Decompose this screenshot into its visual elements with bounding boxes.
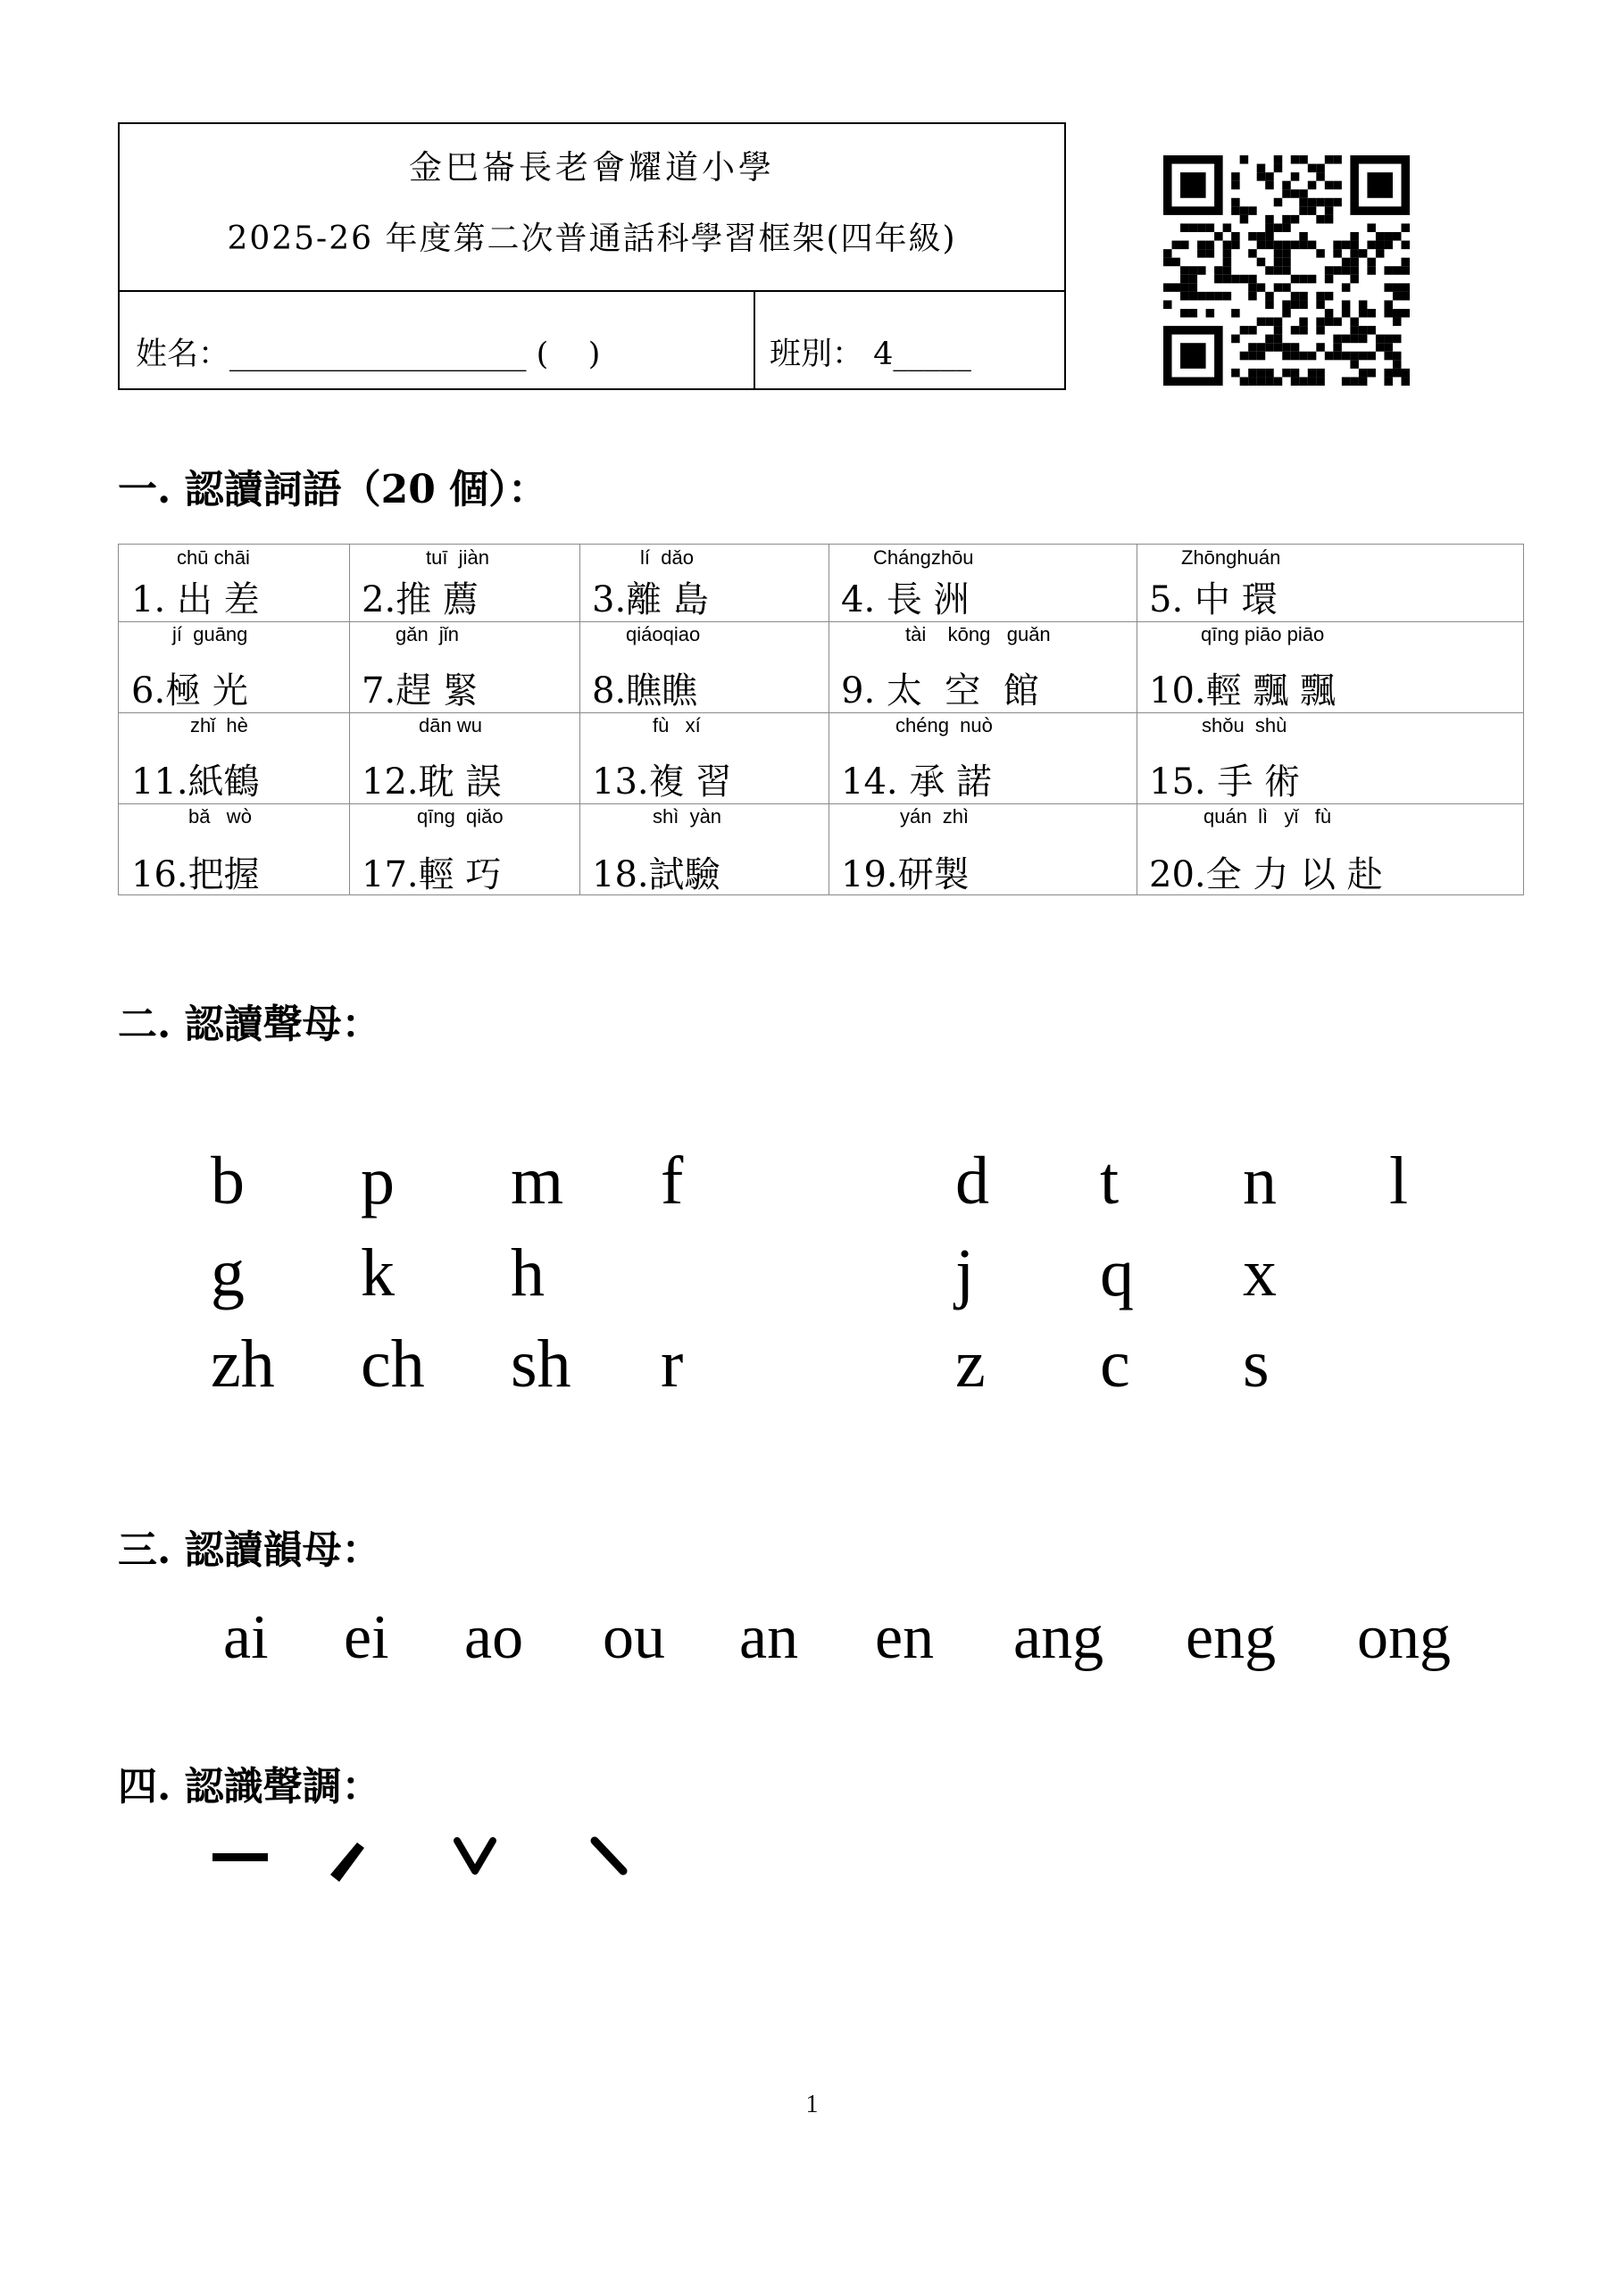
- word-pinyin: bǎ wò: [188, 805, 252, 828]
- word-cell: [349, 621, 579, 712]
- word-text: 12.耽 誤: [362, 761, 502, 803]
- word-pinyin: yán zhì: [900, 805, 970, 828]
- word-pinyin: shì yàn: [653, 805, 722, 828]
- class-field: 班別： 4_____: [770, 337, 971, 372]
- word-pinyin: Chángzhōu: [873, 546, 974, 569]
- word-text: 14. 承 諾: [841, 761, 993, 803]
- word-cell: [829, 621, 1137, 712]
- word-text: 7.趕 緊: [362, 670, 479, 711]
- initial-t: t: [1100, 1144, 1120, 1219]
- word-cell: [119, 545, 349, 621]
- word-cell: [349, 545, 579, 621]
- header-divider: [120, 290, 1064, 292]
- word-cell: [579, 545, 829, 621]
- tone-marks: [207, 1821, 636, 1919]
- section-heading-finals: 三. 認讀韻母：: [118, 1527, 381, 1573]
- qr-code-icon: [1163, 155, 1410, 386]
- word-text: 6.極 光: [131, 670, 248, 711]
- word-cell: [579, 712, 829, 803]
- initial-x: x: [1243, 1235, 1277, 1310]
- word-text: 16.把握: [131, 854, 260, 895]
- section-heading-tones: 四. 認識聲調：: [118, 1764, 381, 1809]
- word-cell: [349, 712, 579, 803]
- word-cell: [119, 803, 349, 896]
- word-pinyin: Zhōnghuán: [1181, 546, 1281, 569]
- word-text: 17.輕 巧: [362, 854, 502, 895]
- word-pinyin: zhǐ hè: [190, 714, 248, 736]
- word-text: 19.研製: [841, 854, 970, 895]
- word-cell: [579, 621, 829, 712]
- tone-1-flat-icon: [212, 1853, 268, 1861]
- initial-q: q: [1100, 1235, 1134, 1310]
- word-cell: [119, 621, 349, 712]
- word-cell: [1137, 621, 1525, 712]
- word-table: [118, 544, 1524, 895]
- initial-f: f: [661, 1144, 684, 1219]
- final-en: en: [875, 1603, 935, 1672]
- document-title: 2025-26 年度第二次普通話科學習框架(四年級): [227, 220, 957, 257]
- word-cell: [349, 803, 579, 896]
- initial-z: z: [955, 1327, 986, 1402]
- word-pinyin: chū chāi: [177, 546, 250, 569]
- page-number: 1: [805, 2091, 819, 2118]
- initial-k: k: [361, 1235, 395, 1310]
- header-box: [118, 122, 1066, 390]
- word-pinyin: tuī jiàn: [426, 546, 489, 569]
- initial-ch: ch: [361, 1327, 425, 1402]
- initial-c: c: [1100, 1327, 1130, 1402]
- final-an: an: [739, 1603, 799, 1672]
- tone-3-dipping-icon: [457, 1841, 493, 1871]
- word-pinyin: qīng qiǎo: [417, 805, 504, 828]
- initial-zh: zh: [211, 1327, 275, 1402]
- word-pinyin: qiáoqiao: [626, 623, 701, 645]
- word-cell: [829, 803, 1137, 896]
- initial-l: l: [1389, 1144, 1409, 1219]
- word-pinyin: gǎn jǐn: [396, 623, 459, 645]
- initial-s: s: [1243, 1327, 1270, 1402]
- word-cell: [1137, 803, 1525, 896]
- word-pinyin: chéng nuò: [895, 714, 993, 736]
- tone-4-falling-icon: [595, 1841, 623, 1871]
- section-heading-words: 一. 認讀詞語（20 個）：: [118, 467, 548, 512]
- initial-r: r: [661, 1327, 684, 1402]
- word-pinyin: shǒu shù: [1202, 714, 1287, 736]
- word-text: 11.紙鶴: [131, 761, 260, 803]
- initial-g: g: [211, 1235, 245, 1310]
- initial-h: h: [511, 1235, 545, 1310]
- word-text: 18.試驗: [592, 854, 720, 895]
- word-pinyin: dān wu: [419, 714, 482, 736]
- word-text: 8.瞧瞧: [592, 670, 698, 711]
- final-ao: ao: [464, 1603, 524, 1672]
- final-ang: ang: [1013, 1603, 1104, 1672]
- student-name-field: 姓名：___________________ ( ): [136, 337, 601, 372]
- final-ei: ei: [344, 1603, 389, 1672]
- initial-sh: sh: [511, 1327, 571, 1402]
- final-ai: ai: [223, 1603, 269, 1672]
- final-eng: eng: [1186, 1603, 1277, 1672]
- initial-p: p: [361, 1144, 395, 1219]
- word-text: 20.全 力 以 赴: [1149, 854, 1383, 895]
- word-text: 9. 太 空 館: [841, 670, 1039, 711]
- word-text: 1. 出 差: [131, 579, 260, 620]
- word-text: 2.推 薦: [362, 579, 479, 620]
- initial-d: d: [955, 1144, 989, 1219]
- final-ou: ou: [603, 1603, 665, 1672]
- word-cell: [1137, 712, 1525, 803]
- word-pinyin: quán lì yǐ fù: [1203, 805, 1332, 828]
- initial-m: m: [511, 1144, 564, 1219]
- initial-j: j: [955, 1235, 975, 1310]
- word-pinyin: fù xí: [653, 714, 701, 736]
- initial-b: b: [211, 1144, 245, 1219]
- word-text: 5. 中 環: [1149, 579, 1278, 620]
- word-pinyin: lí dǎo: [640, 546, 694, 569]
- final-ong: ong: [1357, 1603, 1451, 1672]
- word-text: 4. 長 洲: [841, 579, 970, 620]
- word-text: 10.輕 飄 飄: [1149, 670, 1337, 711]
- word-cell: [829, 712, 1137, 803]
- word-pinyin: qīng piāo piāo: [1201, 623, 1325, 645]
- tone-2-rising-icon: [330, 1843, 364, 1882]
- word-cell: [829, 545, 1137, 621]
- header-vertical-divider: [754, 290, 755, 390]
- word-pinyin: tài kōng guǎn: [905, 623, 1051, 645]
- school-name: 金巴崙長老會耀道小學: [409, 148, 775, 187]
- word-cell: [579, 803, 829, 896]
- word-cell: [1137, 545, 1525, 621]
- word-text: 15. 手 術: [1149, 761, 1301, 803]
- initial-n: n: [1243, 1144, 1277, 1219]
- word-cell: [119, 712, 349, 803]
- word-text: 13.複 習: [592, 761, 732, 803]
- section-heading-initials: 二. 認讀聲母：: [118, 1002, 381, 1047]
- word-text: 3.離 島: [592, 579, 709, 620]
- word-pinyin: jí guāng: [172, 623, 248, 645]
